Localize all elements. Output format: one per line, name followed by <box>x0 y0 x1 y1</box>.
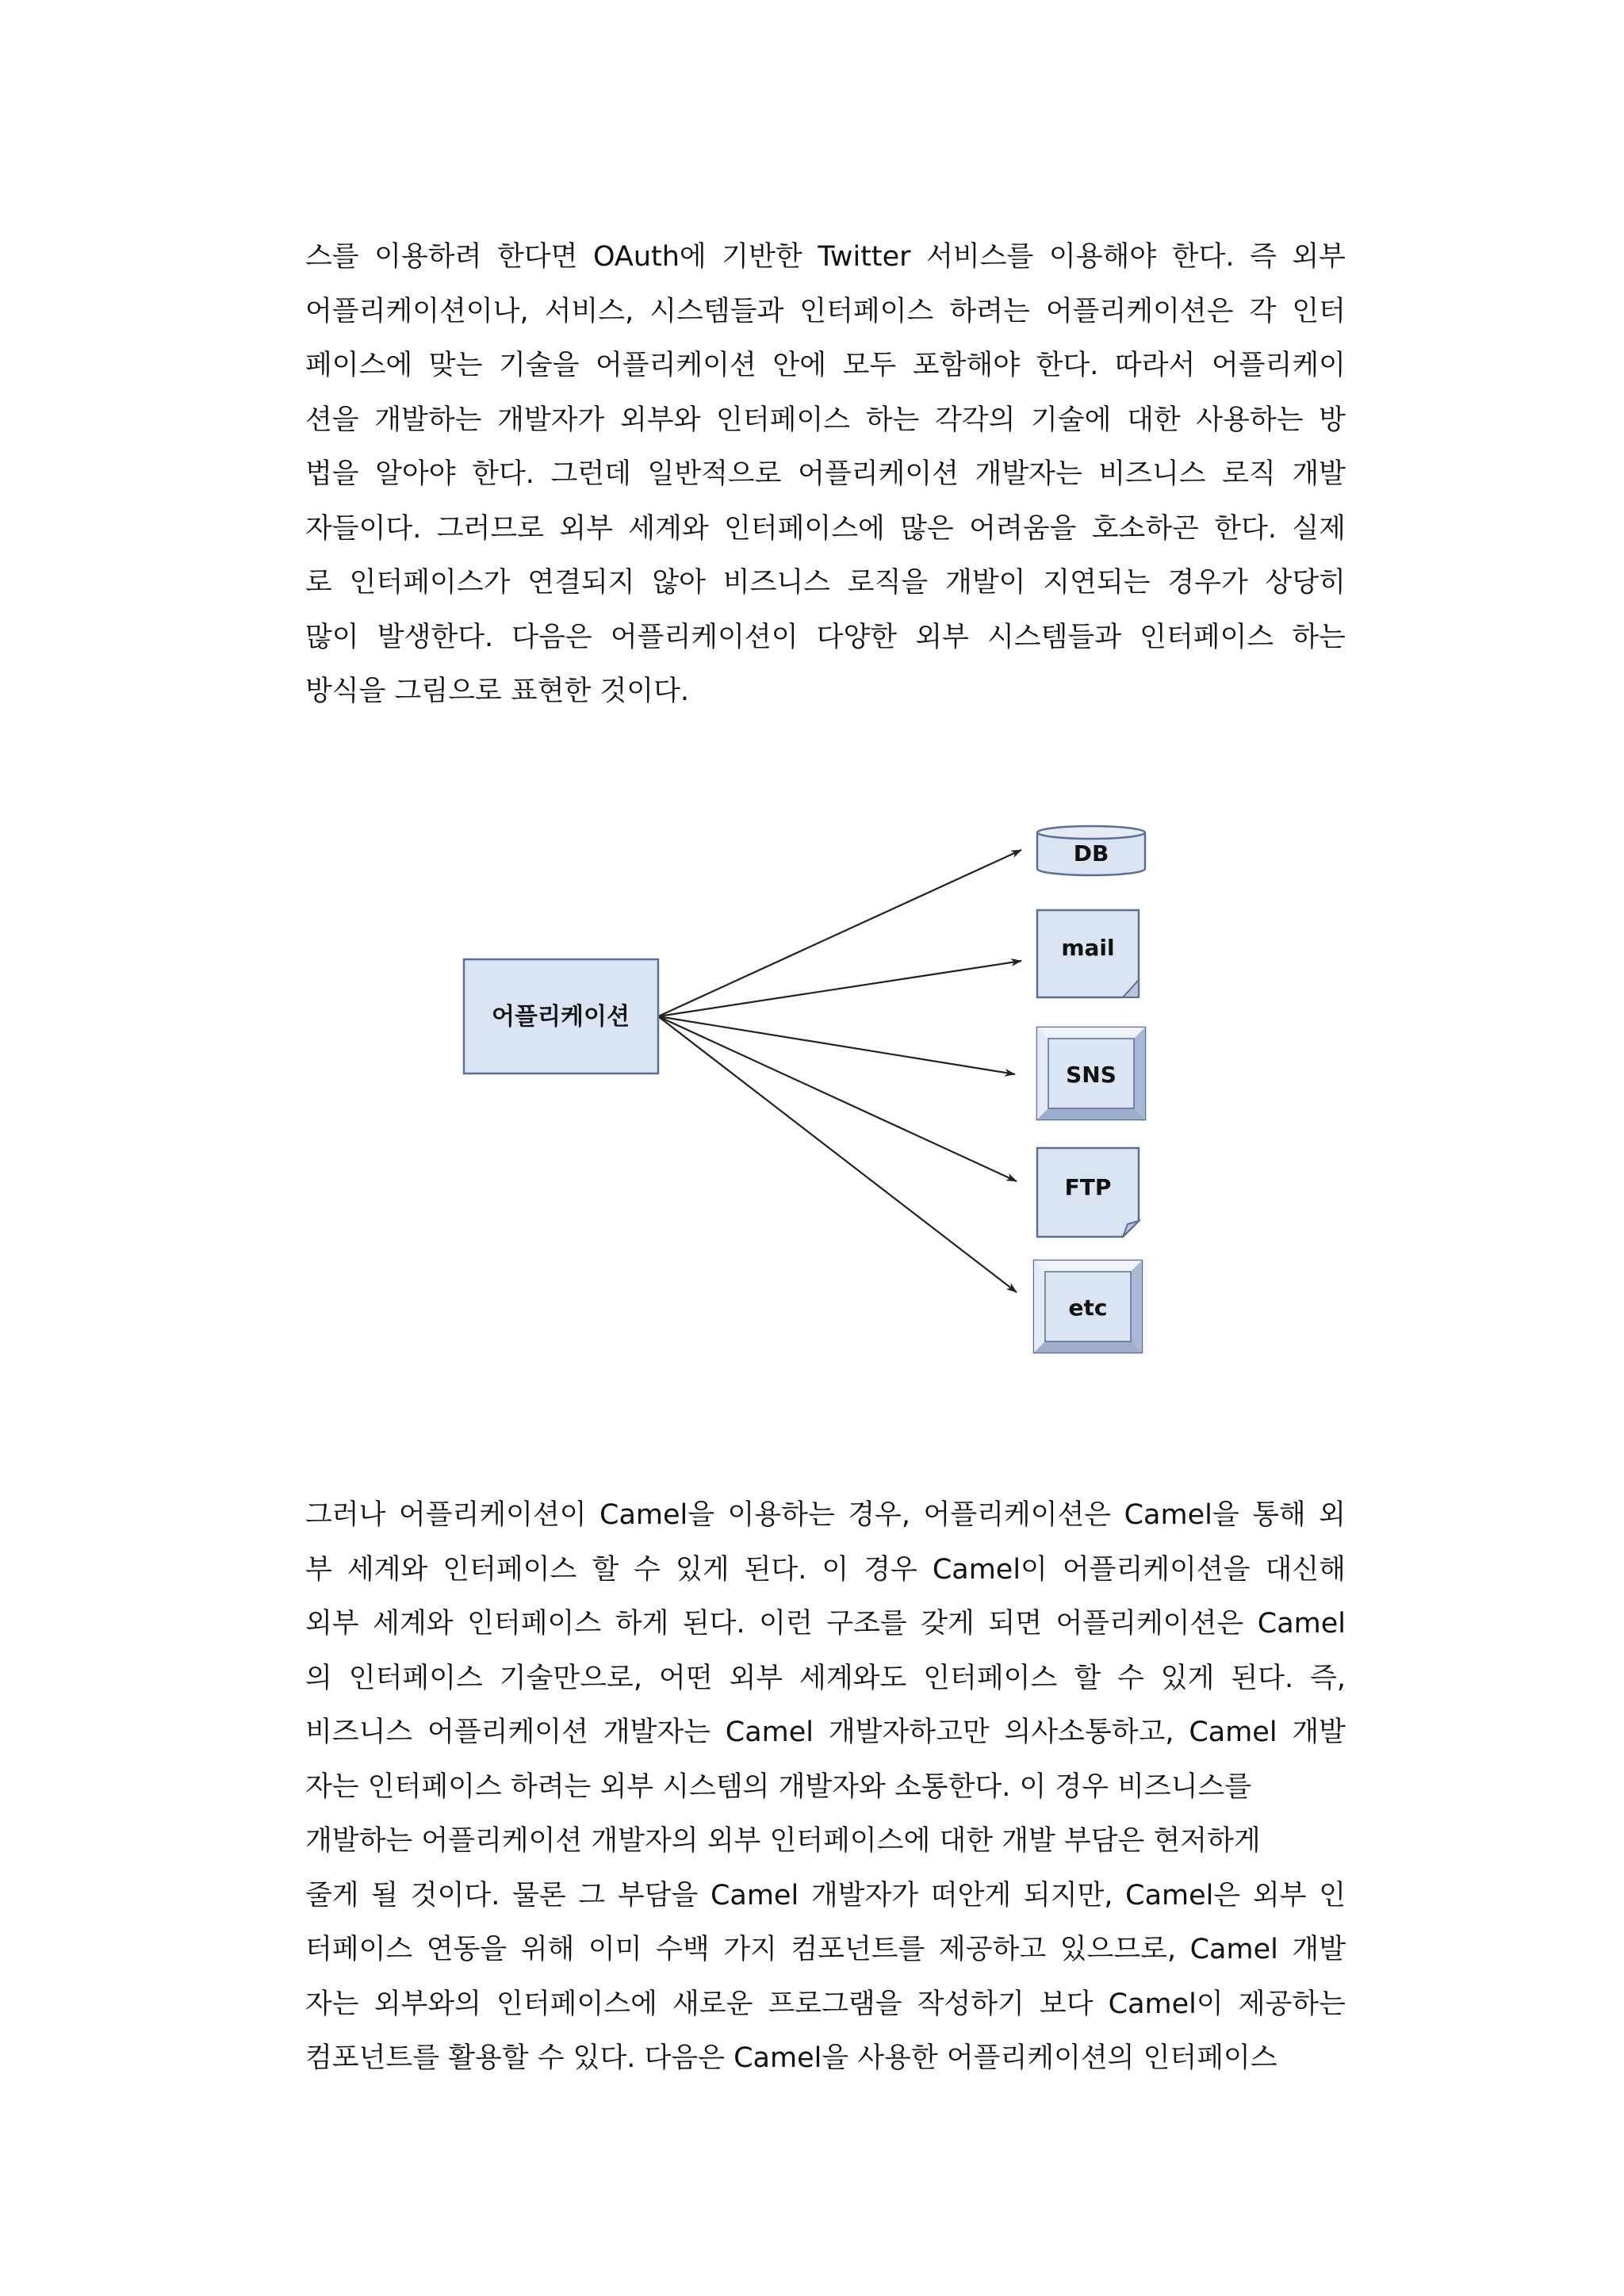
arrow-to-ftp <box>658 1016 1017 1181</box>
paragraph-line: 방식을 그림으로 표현한 것이다. <box>305 675 690 707</box>
paragraph-line: 자는 인터페이스 하려는 외부 시스템의 개발자와 소통한다. 이 경우 비즈니스를 <box>305 1770 1252 1803</box>
paragraph-line: 터페이스 연동을 위해 이미 수백 가지 컴포넌트를 제공하고 있으므로, Camel 개발 <box>305 1934 1346 1965</box>
arrow-to-etc <box>658 1016 1017 1292</box>
sns-bevel <box>1037 1027 1145 1119</box>
paragraph-line: 션을 개발하는 개발자가 외부와 인터페이스 하는 각각의 기술에 대한 사용하는 방 <box>305 404 1346 436</box>
arrow-to-db <box>658 850 1021 1016</box>
paragraph-2 <box>305 1488 1346 2086</box>
paragraph-line: 많이 발생한다. 다음은 어플리케이션이 다양한 외부 시스템들과 인터페이스 하는 <box>305 621 1346 653</box>
arrow-to-sns <box>658 1016 1015 1074</box>
paragraph-line: 비즈니스 어플리케이션 개발자는 Camel 개발자하고만 의사소통하고, Camel 개발 <box>305 1716 1346 1748</box>
db-label: DB <box>1073 840 1109 867</box>
application-label: 어플리케이션 <box>492 1003 630 1031</box>
ftp-note <box>1037 1148 1139 1237</box>
paragraph-line: 스를 이용하려 한다면 OAuth에 기반한 Twitter 서비스를 이용해야 한다. 즉 외부 <box>305 241 1346 273</box>
application-box <box>464 959 658 1073</box>
mail-note <box>1037 910 1139 997</box>
mail-label: mail <box>1061 935 1115 961</box>
paragraph-line: 그러나 어플리케이션이 Camel을 이용하는 경우, 어플리케이션은 Camel을 통해 외 <box>305 1499 1346 1531</box>
paragraph-line: 부 세계와 인터페이스 할 수 있게 된다. 이 경우 Camel이 어플리케이션을 대신해 <box>305 1553 1346 1586</box>
paragraph-line: 외부 세계와 인터페이스 하게 된다. 이런 구조를 갖게 되면 어플리케이션은 Camel <box>305 1608 1346 1640</box>
arrow-to-mail <box>658 961 1021 1016</box>
paragraph-line: 어플리케이션이나, 서비스, 시스템들과 인터페이스 하려는 어플리케이션은 각 인터 <box>305 295 1346 327</box>
paragraph-line: 법을 알아야 한다. 그런데 일반적으로 어플리케이션 개발자는 비즈니스 로직 개발 <box>305 458 1346 490</box>
paragraph-line: 로 인터페이스가 연결되지 않아 비즈니스 로직을 개발이 지연되는 경우가 상당히 <box>305 567 1346 599</box>
paragraph-1 <box>305 230 1346 719</box>
paragraph-line: 개발하는 어플리케이션 개발자의 외부 인터페이스에 대한 개발 부담은 현저하게 <box>305 1825 1261 1857</box>
db-cylinder <box>1037 826 1145 875</box>
paragraph-line: 컴포넌트를 활용할 수 있다. 다음은 Camel을 사용한 어플리케이션의 인터페이스 <box>305 2042 1277 2074</box>
sns-label: SNS <box>1066 1062 1116 1088</box>
paragraph-line: 자는 외부와의 인터페이스에 새로운 프로그램을 작성하기 보다 Camel이 제공하는 <box>305 1988 1346 2020</box>
paragraph-line: 의 인터페이스 기술만으로, 어떤 외부 세계와도 인터페이스 할 수 있게 된다. 즉, <box>305 1662 1346 1694</box>
paragraph-line: 줄게 될 것이다. 물론 그 부담을 Camel 개발자가 떠안게 되지만, Camel은 외부 인 <box>305 1879 1346 1911</box>
etc-label: etc <box>1068 1295 1108 1321</box>
etc-bevel <box>1034 1261 1142 1353</box>
paragraph-line: 자들이다. 그러므로 외부 세계와 인터페이스에 많은 어려움을 호소하곤 한다. 실제 <box>305 512 1346 545</box>
paragraph-line: 페이스에 맞는 기술을 어플리케이션 안에 모두 포함해야 한다. 따라서 어플리케이 <box>305 350 1346 381</box>
ftp-label: FTP <box>1064 1174 1112 1200</box>
interface-diagram <box>444 809 1158 1380</box>
